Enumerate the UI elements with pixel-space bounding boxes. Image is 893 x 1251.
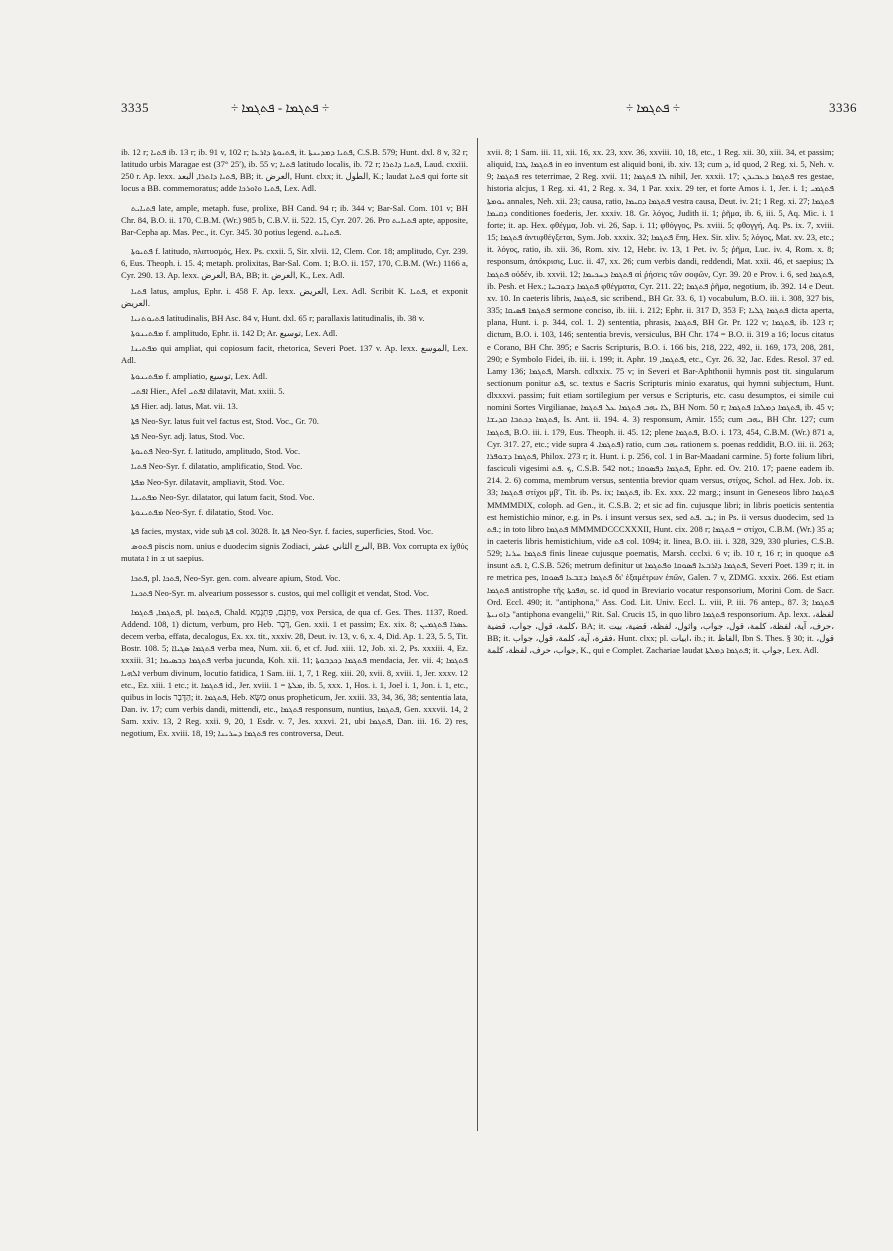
dictionary-entry: xvii. 8; 1 Sam. iii. 11, xii. 16, xx. 23, xxv. 36, xxviii. 10, 18, etc., 1 Reg. xii. 30, xiii. 34, et passim; aliquid, ܦܬܓܡܐ ܛܒܐ in eo inventum est aliquid boni, ib. xiv. 13; cum ܕ, id quod, 2 Reg. xi. 5, Neh. v. 9; ܦܬܓܡܐ res teterrimae, 2 Reg. xvii. 11; ܠܐ ܦܬܓܡܐ nihil, Jer. xxxii. 17; ܦܬܓܡܐ ܕܥܒܝܕܢ res gestae, historia alcjus, 1 Reg. xi. 41, 2 Reg. x. 34, 1 Par. xxix. 29 ter, et forte Amos i. 1, Jer. i. 1; ܦܬܓܡܝ ܝܘܡܬܐ annales, Neh. xii. 23; causa, ratio, ܦܬܓܡܐ ܕܩܝܡܐ vestra causa, Deut. iv. 21; 1 Reg. xi. 27; ܦܬܓܡܐ ܕܩܝܡܐ conditiones foederis, Jer. xxxiv. 18. Gr. λόγος, Judith ii. 1; ῥῆμα, ib. 6, iii. 5, Aq. Mic. i. 1 forte; it. ap. Hex. φθέγμα, Job. vi. 26, Sap. i. 11; φθόγγος, Ps. xviii. 5; φθογγή, Aq. Ps. ix. 7, xviii. 15; ܦܬܓܡܐ ἀντιφθέγξεται, Sym. Job. xxxix. 32; ܦܬܓܡܐ ἔπη, Hex. Sir. xliv. 5; λόγος, Mat. xv. 23, etc.; it. λόγος, ratio, ib. xii. 36, Rom. xiv. 12, Hebr. iv. 13, 1 Pet. iv. 5; ῥῆμα, Luc. iv. 4, Rom. x. 8; responsum, ἀπόκρισις, Luc. ii. 47, xx. 26; cum verbis dandi, reddendi, Mat. xxii. 46, et saepius; ܠܐ ܦܬܓܡܐ οὐδέν, ib. xxvii. 12; ܦܬܓܡܐ ܕܚܟܝܡܐ αἱ ῥήσεις τῶν σοφῶν, Cyr. 39. 20 e Prov. i. 6, sed ܦܬܓܡܐ, ib. Pesh. et Hex.; ܦܬܓܡܐ ܕܫܘܒܚܐ φθέγματα, Cyr. 211. 22; ܦܬܓܡܐ ῥῆμα, negotium, ib. 392. 14 e Deut. xv. 10. In caeteris libris, ܦܬܓܡܐ, sic scribend., BH Gr. 33. 6, 1) vocabulum, B.O. iii. i. 308, 327 bis, 335; ܦܬܓܡܐ ܦܣܝܩܐ sermone conciso, ib. iii. i. 212; Ephr. ii. 317 D, 353 F; ܦܬܓܡܐ ܓܠܝܐ dicta aperta, plana, Hunt. i. p. 344, col. 1. 2) sententia, phrasis, ܦܬܓܡܐ, BH Gr. Pr. 122 v; ܦܬܓܡܐ, ib. 123 r; dictum, B.O. i. 103, 146; sententia brevis, versiculus, BH Chr. 174 = B.O. ii. 319 a 16; locus citatus e Corano, BH Chr. 395; e Sacris Scripturis, B.O. i. 166 bis, 218, 222, 492, ii. 169, 173, 208, 281, 290; e Symbolo Fidei, ib. iii. i. 199; it. Aphr. ܦܬܓܡܐ, 19, etc., Cyr. 26. 32, Jac. Edes. Resol. 37 ed. Lamy 136; ܦܬܓܡܐ, Marsh. cdlxxix. 75 v; in Severi et Bar-Aphthonii hymnis post tit. singularum sectionum ponitur ܦܬ, sc. textus e Sacris Scripturis minio exaratus, qui hymni subjectum, Hunt. dlxxxvi. passim; fuit etiam sortilegium per versus e Scripturis, etc. casu desumptos, ei simile cui nomini Sortes Virgilianae, ܠܐ ܝܗܒ ܦܬܓܡܐ ܥܠ ܦܬܓܡܐ, BH Nom. 50 r; ܦܬܓܡܐ ܕܡܠܟܐ ܦܬܓܡܐ, ib. 45 v; ܦܬܓܡܐ ܕܟܬܒܐ ܩܕܝܫܐ, Is. Ant. ii. 194. 4. 3) responsum, Amir. 155; cum ܝܗܒ, BH Chr. 127; cum ܦܬܓܡܐ, B.O. iii. i. 179, Eus. Theoph. ii. 45. 12; plene ܦܬܓܡܐ, B.O. i. 173, 454, C.B.M. (Wr.) 871 a, Cyr. 317. 27, etc.; vide supra ܦܬܓܡܐ. 4) ratio, cum ܝܗܒ rationem s. poenas reddidit, B.O. iii. ii. 263; ܦܬܓܡܐ ܕܫܘܦܪܐ, Philox. 273 r; it. Hunt. i. p. 256, col. 1 in Bar-Maadani carmine. 5) forte folium libri, fasciculi vigesimi ܟ .ܦܬ, C.S.B. 542 not.; ܦܬܓܡܐ ܕܦܣܘܩܐ, Ephr. ed. Ov. 210. 17; paene eadem ib. 214. 2. 6) comma, membrum versus, sententia brevior quam versus, στίχος, Schol. ad Hex. Job. ix. 33; ܦܬܓܡܐ στίχοι μβ′, Tit. ib. Ps. ix; ܦܬܓܡܐ, ib. Ex. xxx. 22 marg.; insunt in Geneseos libro ܦܬܓܡܐ MMMMDIX, coloph. ad Gen., it. C.S.B. 2; et sic ad fin. cujusque libri; in libris poeticis sententia est hemistichio minor, e.g. in Ps. i insunt versus sex, sed ܝܒ .ܦܬ; in Ps. ii versus duodecim, sed ܟܐ .ܦܬ; in toto libro ܦܬܓܡܐ MMMMDCCCXXXII, Hunt. cix. 208 r; ܦܬܓܡܐ = στίχοι, C.B.M. (Wr.) 35 a; in caeteris libris hemistichium, vide ܦܬ col. 1094; it. linea, B.O. iii. i. 328, 329, 330 pluries, C.S.B. 529; ܦܬܓܡܐ ܚܪܝܐ finis lineae cujusque poematis, Marsh. ccclxi. 6 v; ib. 10 r, 16 r; in quoque ܦܬ insunt ܐ .ܦܬ, C.S.B. 526; metrum definitur ut ܦܬܓܡܐ ܕܐܪܒܥܐ ܦܣܘܩܐ ܘܦܬܓܡܐ, Severi Poet. 139 r; it. in re metrica pes, ܦܬܓܡܐ ܕܫܒܥܐ ܦܣܘܩܐ δι' ἑξαμέτρων ἐπῶν, Galen. 7 v, ZDMG. xxxix. 266. Est etiam ܦܬܓܡܐ antistrophe τῆς ܗܦܟܬܐ, sc. id quod in Breviario vocatur responsorium, Morini Com. de Sacr. Ord. Eccl. 490; it. "antiphona," Ass. Cod. Lit. Univ. Eccl. L. viii, P. iii. 76 antep., 87. 3; ܦܬܓܡܐ ܕܐܘܢܝܬܐ "antiphona evangelii," Rit. Sal. Crucis 15, in quo libro ܦܬܓܡܐ responsorium. Ap. lexx. لفظة، كلمة، قول، جواب، قضية، BA; it. حرف، آية، لفظة، كلمة، قول، جواب، واثول، لفظة، قضية، بيت، BB; it. فقرة، آية، كلمة، قول، جواب، Hunt. clxx; pl. ابيات، ib.; it. الفاظ, Ibn S. Thes. § 30; it. قول، جواب، حرف، لفظة، كلمة, K., qui e Complet. Zachariae laudat ܦܬܓܡܐ ܕܡܠܬܐ; it. جواب, Lex. Adl. xyxy=(487,147,835,656)
dictionary-entry: ܦܬܝܐܝܬ late, ample, metaph. fuse, prolixe, BH Cand. 94 r; ib. 344 v; Bar-Sal. Com. 101 v; BH Chr. 84, B.O. ii. 170, C.B.M. (Wr.) 985 b, C.B.V. ii. 522. 15, Cyr. 207. 26. Pro ܦܬܝܐܝܬ apte, apposite, Bar-Cepha ap. Mas. Pec., it. Cyr. 345. 30 potius legend. ܦܬܝܐܝܬ. xyxy=(121,202,469,237)
dictionary-entry: ܦܬܐ facies, mystax, vide sub ܦܬܐ col. 3028. It. ܦܬܐ Neo-Syr. f. facies, superficies, Stod. Voc. xyxy=(131,526,434,537)
dictionary-entry: ܡܦܬܝܢܐ Neo-Syr. dilatator, qui latum facit, Stod. Voc. xyxy=(131,491,315,502)
column-divider xyxy=(477,138,478,1131)
dictionary-entry: ܡܦܬܐ Neo-Syr. dilatavit, ampliavit, Stod. Voc. xyxy=(131,476,285,487)
dictionary-entry: ܡܦܬܝܢܘܬܐ f. ampliatio, توسيع, Lex. Adl. xyxy=(131,370,268,381)
dictionary-entry: ܦܬܝܐ latus, amplus, Ephr. i. 458 F. Ap. lexx. العريض, Lex. Adl. Scribit K. ܦܬܝܐ, et exponit العريض. xyxy=(121,285,468,308)
dictionary-entry: ܦܬܐ Neo-Syr. latus fuit vel factus est, Stod. Voc., Gr. 70. xyxy=(131,415,319,426)
left-column xyxy=(121,146,468,743)
dictionary-entry: ܦܬܝܘܬܢܝܐ latitudinalis, BH Asc. 84 v, Hunt. dxl. 65 r; parallaxis latitudinalis, ib. 38 v. xyxy=(131,312,425,323)
dictionary-entry: ܦܬܘܣ piscis nom. unius e duodecim signis Zodiaci, البرج الثاني عشر, BB. Vox corrupta ex ἰχθύς mutata ܐ in ܫ ut saepius. xyxy=(121,541,468,564)
dictionary-entry: ib. 12 r; ܦܬܝܐ ib. 13 r; ib. 91 v, 102 r; ܦܬܝܘܬܐ ܕܐܪܥܐ, it. ܦܬܝܐ ܕܡܕܝܢܬܐ, C.S.B. 579; Hunt. dxl. 8 v, 32 r; latitudo urbis Maragae est (37° 25′), ib. 55 v; ܦܬܝܐ latitudo localis, ib. 72 r; ܦܬܝܐ ܕܐܬܪܐ, Laud. cxxiii. 250 r. Ap. lexx. ܦܬܝܐ ܕܐܬܪܐ, البعد, BB; it. العرض, Hunt. clxx; it. الطول, K.; laudat ܦܬܝܐ qui forte sit locus a BB. commemoratus; adde ܦܬܝܐ ܘܐܘܪܟܐ, Lex. Adl. xyxy=(121,147,469,194)
dictionary-entry: ܐܦܬܝ Hier., Afel ܐܦܬܝ dilatavit, Mat. xxiii. 5. xyxy=(131,385,285,396)
dictionary-entry: ܦܬܝܐ Neo-Syr. f. dilatatio, amplificatio, Stod. Voc. xyxy=(131,461,303,472)
dictionary-entry: ܡܦܬܝܢܐ qui ampliat, qui copiosum facit, rhetorica, Severi Poet. 137 v. Ap. lexx. الموسع, Lex. Adl. xyxy=(121,343,468,366)
dictionary-entry: ܡܦܬܝܢܘܬܐ f. amplitudo, Ephr. ii. 142 D; Ar. توسيع, Lex. Adl. xyxy=(131,328,338,339)
left-page-number: 3335 xyxy=(121,100,149,115)
dictionary-entry: ܦܬܝܘܬܐ f. latitudo, πλατυσμός, Hex. Ps. cxxii. 5, Sir. xlvii. 12, Clem. Cor. 18; amplitudo, Cyr. 239. 6, Eus. Theoph. i. 15. 4; metaph. prolixitas, Bar-Sal. Com. 1; B.O. ii. 157, 170, C.B.M. (Wr.) 1166 a, Cyr. 290. 13. Ap. lexx. العرض, BA, BB; it. العرض, K., Lex. Adl. xyxy=(121,246,468,281)
dictionary-entry: ܦܬܟܢܐ Neo-Syr. m. alvearium possessor s. custos, qui mel colligit et vendat, Stod. Voc. xyxy=(131,587,429,598)
right-page-number: 3336 xyxy=(829,100,857,115)
dictionary-entry: ܡܦܬܝܢܘܬܐ Neo-Syr. f. dilatatio, Stod. Voc. xyxy=(131,506,274,517)
left-running-head: ÷ ܦܬܓܡܐ - ܦܬܓܡܐ ÷ xyxy=(231,100,330,115)
right-column xyxy=(487,146,834,660)
dictionary-entry: ܦܬܐ Hier. adj. latus, Mat. vii. 13. xyxy=(131,400,238,411)
dictionary-entry: ܦܬܟܐ, pl. ܦܬܟܐ, Neo-Syr. gen. com. alveare apium, Stod. Voc. xyxy=(131,572,341,583)
right-running-head: ÷ ܦܬܓܡܐ ÷ xyxy=(626,100,681,115)
dictionary-entry: ܦܬܐ Neo-Syr. adj. latus, Stod. Voc. xyxy=(131,431,245,442)
dictionary-entry: ܦܬܝܘܬܐ Neo-Syr. f. latitudo, amplitudo, Stod. Voc. xyxy=(131,446,301,457)
dictionary-entry: ܦܬܓܡܐ, ܦܬܓܡܐ, pl. ܦܬܓܡܐ, Chald. פִּתְגָּם, פִּתְגָמָא, vox Persica, de qua cf. Ges. Thes. 1137, Roed. Addend. 108, 1) dictum, verbum, pro Heb. דָּבָר, Gen. xxii. 1 et passim; Ex. xix. 8; ܥܣܪܐ ܦܬܓܡܝܢ decem verba, effata, decalogus, Ex. xx. tit., xxxiv. 28, Deut. iv. 13, v. 6, x. 4, Did. Ap. 1. 23, 5. 5, Tit. Bostr. 108. 5; ܦܬܓܡܐ ܣܓܝܐܐ verba mea, Num. xii. 6, et cf. Jud. xiii. 12, Job. xi. 2, Ps. xxxiii. 4, Ez. xxxiii. 31; ܦܬܓܡܐ ܕܒܣܝܡܐ verba jucunda, Koh. xii. 11; ܦܬܓܡܐ ܕܟܕܒܘܬܐ mendacia, Jer. vii. 4; ܦܬܓܡܐ ܐܠܗܝܐ verbum divinum, locutio fatidica, 1 Sam. iii. 1, 7, 1 Reg. xiii. 20, xvii. 8, xviii. 1, Jer. xxxv. 12 etc., Ez. xiii. 1 etc.; it. ܦܬܓܡܐ id., Jer. xviii. 1 = ܡܠܬܐ, ib. 5, xxx. 1, Hos. i. 1, Joel i. 1, Jon. i. 1, etc., quibus in locis הַדָּבָר; it. ܦܬܓܡܐ, Heb. מַשָּׂא onus propheticum, Jer. xxiii. 33, 34, 36, 38; sententia lata, Dan. iv. 17; cum verbis dandi, mittendi, etc., ܦܬܓܡܐ responsum, nuntius, ܦܬܓܡܐ, Gen. xxxvii. 14, 2 Sam. xxiv. 13, 2 Reg. xxii. 9, 20, 1 Esdr. v. 7, Jes. xxxvi. 21, ubi ܦܬܓܡܐ, Dan. iii. 16. 2) res, negotium, Ex. xviii. 18, 19; ܦܬܓܡܐ ܕܚܪܝܢܐ res controversa, Deut. xyxy=(121,606,468,739)
